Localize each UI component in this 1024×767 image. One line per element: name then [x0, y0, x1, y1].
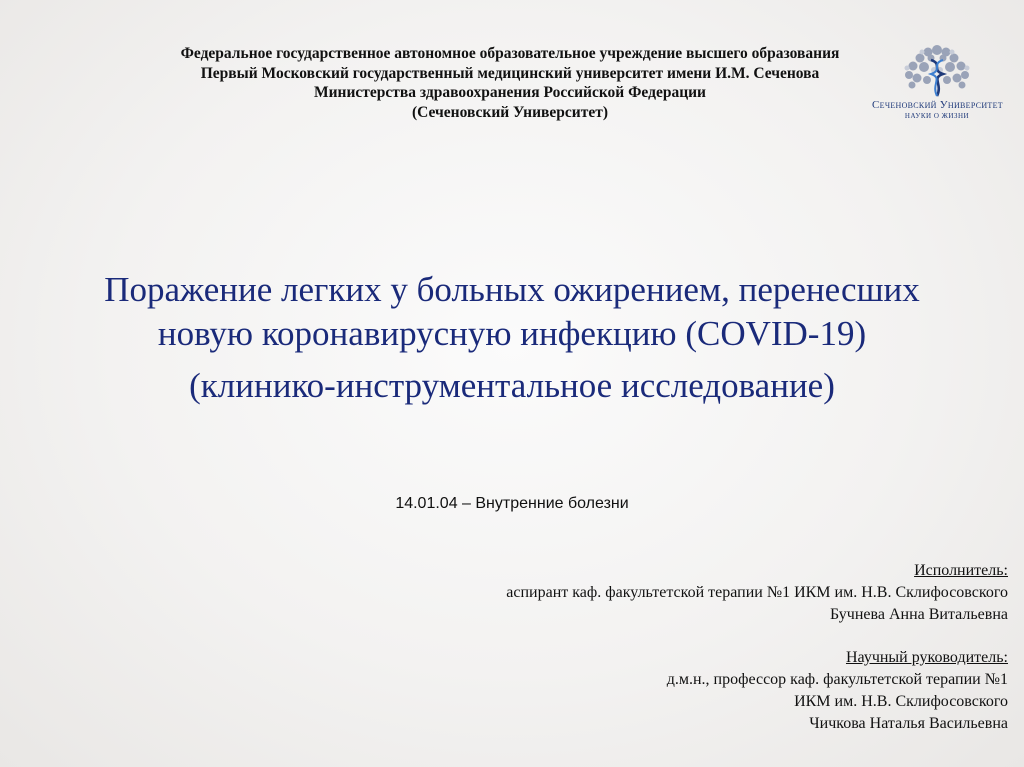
title-line-3: (клинико-инструментальное исследование) [189, 366, 835, 405]
executor-position: аспирант каф. факультетской терапии №1 ИКМ им. Н.В. Склифосовского [506, 584, 1008, 601]
supervisor-position-2: ИКМ им. Н.В. Склифосовского [794, 693, 1008, 710]
header-line-2: Первый Московский государственный медицинский университет имени И.М. Сеченова [200, 64, 820, 82]
supervisor-name: Чичкова Наталья Васильевна [809, 715, 1008, 732]
header-line-4: (Сеченовский Университет) [412, 103, 608, 121]
executor-name: Бучнева Анна Витальевна [830, 606, 1008, 623]
institution-header [110, 44, 910, 122]
title-line-2: новую коронавирусную инфекцию (COVID-19) [157, 314, 867, 353]
supervisor-role: Научный руководитель: [845, 649, 1008, 666]
authors-block [308, 560, 1008, 735]
header-line-3: Министерства здравоохранения Российской Федерации [314, 84, 706, 101]
university-logo [872, 40, 1002, 130]
specialty-code: 14.01.04 – Внутренние болезни [395, 495, 629, 512]
supervisor-position-1: д.м.н., профессор каф. факультетской терапии №1 [666, 671, 1008, 688]
logo-motto: НАУКИ О ЖИЗНИ [904, 112, 970, 120]
executor-role: Исполнитель: [914, 562, 1008, 579]
thesis-title [12, 268, 1012, 408]
logo-university-name: Сеченовский Университет [872, 99, 1003, 111]
title-line-1: Поражение легких у больных ожирением, перенесших [104, 270, 920, 309]
spacer [308, 626, 1008, 647]
tree-dna-logo-icon [898, 40, 976, 98]
header-line-1: Федеральное государственное автономное образовательное учреждение высшего образования [180, 45, 840, 62]
